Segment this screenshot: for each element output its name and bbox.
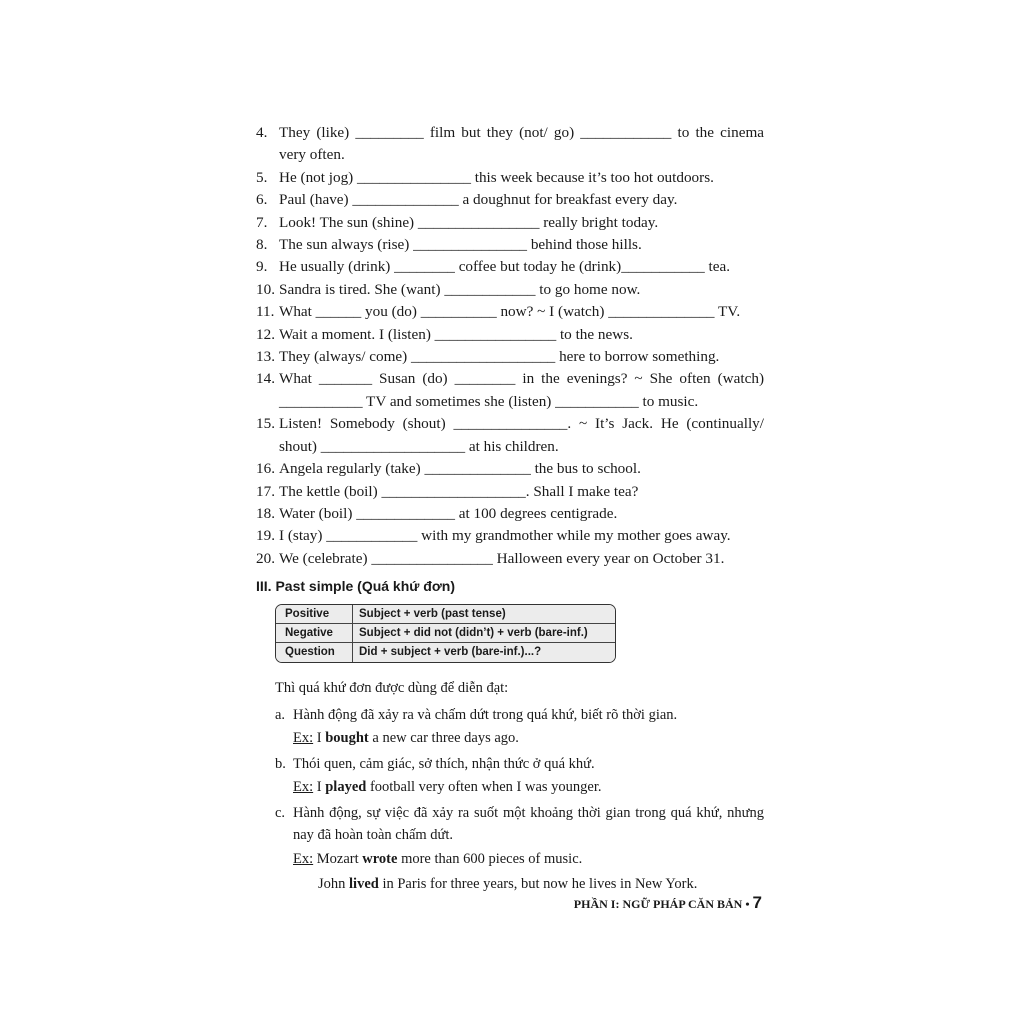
exercise-item [256, 503, 764, 525]
exercise-text: Sandra is tired. She (want) ____________ to go home now. [279, 280, 641, 298]
exercise-text: Paul (have) ______________ a doughnut for breakfast every day. [279, 191, 678, 209]
example-line [275, 848, 764, 871]
exercise-item [256, 525, 764, 547]
example-verb: lived [349, 876, 379, 892]
exercise-number: 13. [256, 348, 275, 366]
exercise-number: 7. [256, 213, 268, 231]
table-row [276, 643, 615, 662]
page-number: 7 [752, 893, 762, 912]
example-label: Ex: [293, 779, 314, 795]
exercise-number: 8. [256, 236, 268, 254]
usage-item [275, 753, 764, 776]
exercise-number: 11. [256, 303, 275, 321]
exercise-text: What _______ Susan (do) ________ in the evenings? ~ She often (watch) ___________ TV and sometimes she (listen) ___________ to music. [279, 370, 764, 410]
exercise-item [256, 122, 764, 167]
exercise-text: They (always/ come) ___________________ here to borrow something. [279, 348, 720, 366]
exercise-item [256, 324, 764, 346]
usage-letter: b. [275, 755, 286, 772]
example-text: in Paris for three years, but now he lives in New York. [378, 876, 698, 892]
exercise-item [256, 458, 764, 480]
exercise-item [256, 346, 764, 368]
example-verb: wrote [362, 850, 398, 867]
usage-text: Hành động, sự việc đã xảy ra suốt một khoảng thời gian trong quá khứ, nhưng nay đã hoàn toàn chấm dứt. [293, 804, 764, 843]
footer-section-label: PHẦN I: NGỮ PHÁP CĂN BẢN • [573, 897, 750, 911]
example-text: I [313, 730, 326, 746]
table-cell-form: Subject + verb (past tense) [359, 608, 506, 620]
exercise-number: 16. [256, 460, 275, 478]
exercise-number: 18. [256, 504, 275, 522]
exercise-item [256, 167, 764, 189]
table-cell-label: Negative [276, 624, 353, 642]
exercise-text: Look! The sun (shine) ________________ really bright today. [279, 213, 659, 231]
exercise-text: He (not jog) _______________ this week because it’s too hot outdoors. [279, 168, 714, 186]
example-verb: bought [325, 730, 369, 746]
exercise-item [256, 212, 764, 234]
example-line [275, 776, 764, 799]
exercise-text: He usually (drink) ________ coffee but today he (drink)___________ tea. [279, 258, 731, 276]
exercise-item [256, 481, 764, 503]
exercise-item [256, 301, 764, 323]
usage-intro: Thì quá khứ đơn được dùng để diễn đạt: [275, 680, 509, 696]
table-cell-label: Positive [276, 605, 353, 623]
tense-table [275, 604, 616, 663]
exercise-number: 17. [256, 482, 275, 500]
exercise-item [256, 256, 764, 278]
example-text: more than 600 pieces of music. [397, 850, 583, 867]
exercise-text: The kettle (boil) ___________________. Shall I make tea? [279, 482, 639, 500]
usage-text: Thói quen, cảm giác, sở thích, nhận thức ở quá khứ. [293, 755, 595, 772]
exercise-item [256, 413, 764, 458]
exercise-number: 15. [256, 415, 275, 433]
table-cell-label: Question [276, 643, 353, 662]
exercise-text: What ______ you (do) __________ now? ~ I (watch) ______________ TV. [279, 303, 741, 321]
exercise-number: 10. [256, 280, 275, 298]
example-label: Ex: [293, 850, 314, 867]
exercise-text: Wait a moment. I (listen) ________________ to the news. [279, 325, 633, 343]
example-verb: played [325, 779, 367, 795]
exercise-item [256, 548, 764, 570]
example-text: football very often when I was younger. [366, 779, 602, 795]
example-label: Ex: [293, 730, 314, 746]
exercise-text: Water (boil) _____________ at 100 degrees centigrade. [279, 504, 618, 522]
example-text: Mozart [313, 850, 363, 867]
exercise-item [256, 279, 764, 301]
section-title: III. Past simple (Quá khứ đơn) [256, 578, 456, 594]
example-text: I [313, 779, 326, 795]
exercise-number: 12. [256, 325, 275, 343]
exercise-text: We (celebrate) ________________ Halloween every year on October 31. [279, 549, 725, 567]
table-cell-form: Subject + did not (didn’t) + verb (bare-inf.) [359, 627, 588, 639]
exercise-number: 19. [256, 527, 275, 545]
usage-section [275, 677, 764, 896]
exercise-number: 20. [256, 549, 275, 567]
table-row [276, 624, 615, 643]
page-footer [574, 893, 762, 913]
exercise-text: The sun always (rise) _______________ behind those hills. [279, 236, 642, 254]
example-line [275, 727, 764, 750]
exercise-number: 5. [256, 168, 268, 186]
table-row [276, 605, 615, 624]
usage-item [275, 704, 764, 727]
exercise-number: 9. [256, 258, 268, 276]
exercise-list [256, 122, 764, 570]
exercise-number: 14. [256, 370, 275, 388]
usage-letter: c. [275, 804, 286, 821]
exercise-item [256, 189, 764, 211]
exercise-text: Listen! Somebody (shout) _______________. ~ It’s Jack. He (continually/ shout) ___________________ at his children. [279, 415, 764, 455]
exercise-number: 6. [256, 191, 268, 209]
example-text: John [318, 876, 350, 892]
exercise-item [256, 234, 764, 256]
table-cell-form: Did + subject + verb (bare-inf.)...? [359, 646, 542, 658]
exercise-text: They (like) _________ film but they (not/ go) ____________ to the cinema very often. [279, 124, 764, 164]
usage-letter: a. [275, 706, 286, 723]
usage-item [275, 802, 764, 847]
exercise-item [256, 368, 764, 413]
exercise-text: I (stay) ____________ with my grandmother while my mother goes away. [279, 527, 731, 545]
example-text: a new car three days ago. [368, 730, 519, 746]
exercise-text: Angela regularly (take) ______________ the bus to school. [279, 460, 641, 478]
usage-text: Hành động đã xảy ra và chấm dứt trong quá khứ, biết rõ thời gian. [293, 706, 678, 723]
exercise-number: 4. [256, 124, 268, 141]
